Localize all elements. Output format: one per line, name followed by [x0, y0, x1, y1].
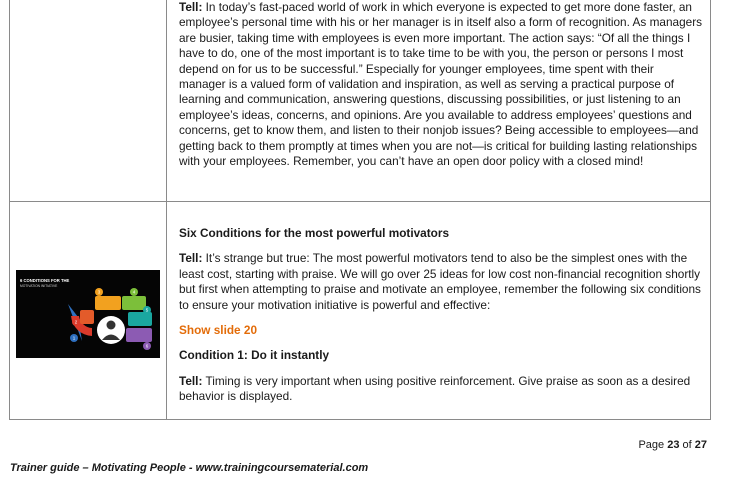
- number-3: 3: [97, 289, 101, 295]
- tell-text: It’s strange but true: The most powerful motivators tend to also be the simplest ones with the least cost, starting with praise. We will go over 25 ideas for low cost non-financial recognition shortly but first when attempting to praise and motivate an employee, remember the following six conditions to ensure your motivation initiative is powerful and effective:: [179, 251, 701, 312]
- page-label: Page: [638, 439, 668, 451]
- number-5: 5: [145, 307, 149, 313]
- slide-thumbnail: [16, 270, 160, 358]
- table-border-right: [710, 0, 711, 420]
- row-divider: [9, 201, 711, 202]
- slide-graphic: [16, 270, 160, 358]
- person-icon-head: [107, 321, 116, 330]
- page-current: 23: [667, 439, 680, 451]
- number-2: 2: [74, 319, 78, 325]
- number-6: 6: [145, 343, 149, 349]
- tell-label: Tell:: [179, 373, 203, 388]
- tell-label: Tell:: [179, 0, 203, 14]
- wheel-segment-4: [122, 296, 146, 310]
- number-4: 4: [132, 289, 136, 295]
- slide-title-line2: MOTIVATION INITIATIVE: [20, 284, 58, 288]
- page-footer: Trainer guide – Motivating People - www.trainingcoursematerial.com: [10, 462, 369, 474]
- wheel-segment-3: [95, 296, 121, 310]
- page-total: 27: [694, 439, 707, 451]
- row1-text-cell: [179, 0, 703, 175]
- row1-tell-paragraph: [179, 0, 703, 169]
- row2-tell-paragraph-2: [179, 374, 703, 405]
- table-border-bottom: [9, 419, 711, 420]
- column-divider: [166, 0, 167, 420]
- tell-text: In today’s fast-paced world of work in which everyone is expected to get more done faster, an employee’s personal time with his or her manager is in itself also a form of recognition. As managers are busier, taking time with employees is even more important. The action says: “Of all the things I have to do, one of the most important is to take time to be with you, the person or persons I most depend on for us to be successful.” Especially for younger employees, time spent with their manager is a valued form of validation and inspiration, as well as serving a practical purpose of learning and communication, answering questions, discussing possibilities, or just listening to an employee’s ideas, concerns, and opinions. Are you available to address employees’ questions and concerns, get to know them, and listen to their nonjob issues? Being accessible to employees—and getting back to them promptly at times when you are not—is critical for building lasting relationships with your employees. Remember, you can’t have an open door policy with a closed mind!: [179, 0, 703, 169]
- row2-tell-paragraph-1: [179, 251, 703, 313]
- wheel-segment-5: [128, 312, 152, 326]
- page-number: [638, 439, 707, 451]
- tell-label: Tell:: [179, 251, 203, 266]
- row2-text-cell: [179, 226, 703, 411]
- section-heading: Six Conditions for the most powerful motivators: [179, 226, 450, 240]
- tell-text: Timing is very important when using positive reinforcement. Give praise as soon as a desired behavior is displayed.: [179, 373, 691, 404]
- page-of: of: [679, 439, 695, 451]
- slide-title-line1: 6 CONDITIONS FOR THE: [20, 278, 70, 283]
- wheel-segment-7: [80, 310, 94, 324]
- table-border-left: [9, 0, 10, 420]
- number-1: 1: [72, 335, 76, 341]
- condition-heading: Condition 1: Do it instantly: [179, 348, 330, 363]
- show-slide-instruction: Show slide 20: [179, 323, 258, 338]
- wheel-segment-6: [126, 328, 152, 342]
